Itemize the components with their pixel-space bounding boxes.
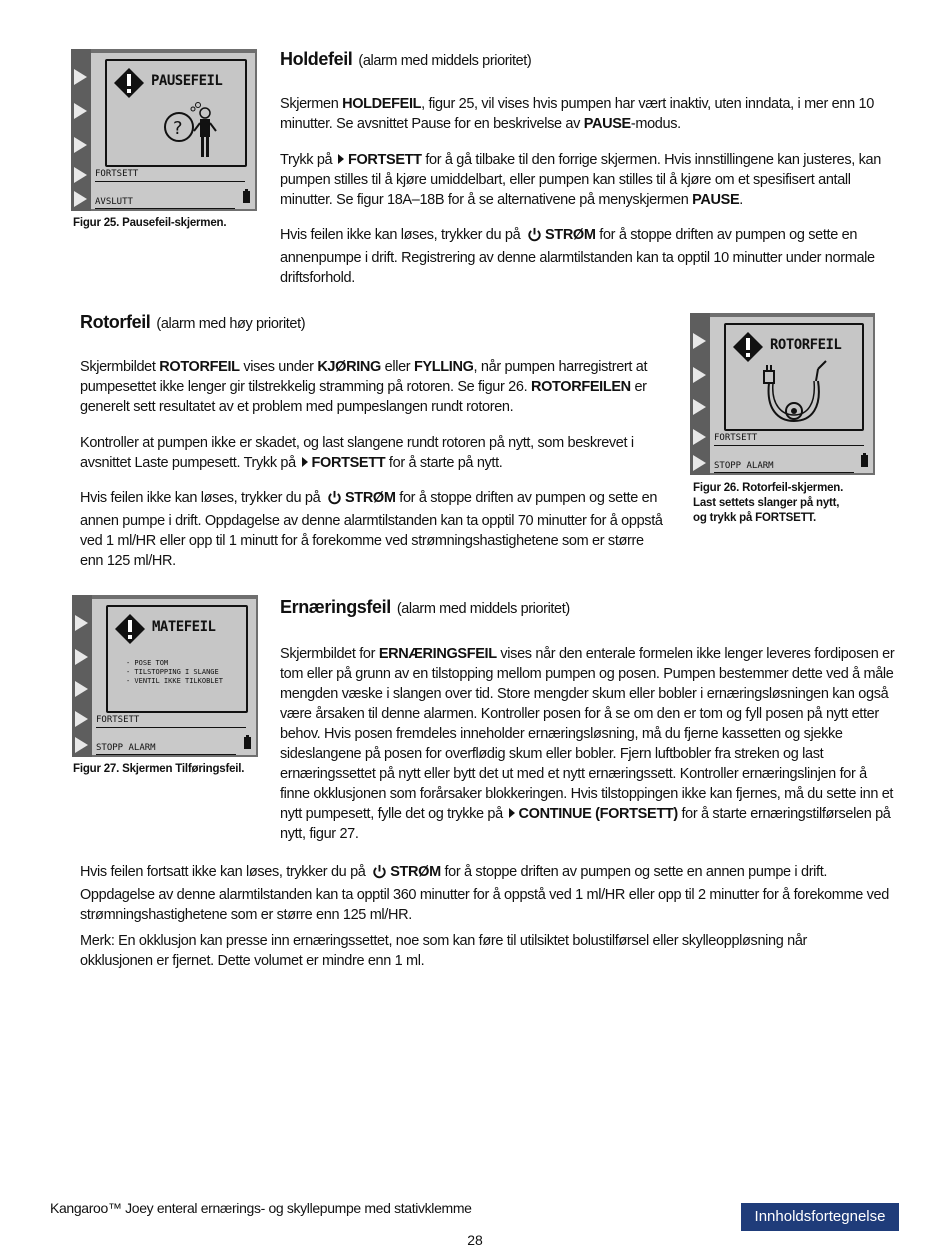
ernaeringsfeil-paragraph-2: Hvis feilen fortsatt ikke kan løses, trykker du på STRØM for å stoppe driften av pumpen og sette en annen pumpe i drift. Oppdagelse av denne alarmtilstanden kan ta opptil 360 minutter for å oppstå ved 1 ml/HR eller opp til 2 minutter for å forekomme ved strømningshastighetene som er større enn 125 ml/HR. <box>80 864 889 923</box>
softkey-label-continue: FORTSETT <box>96 715 140 725</box>
softkey-label-exit: AVSLUTT <box>95 197 133 207</box>
figure-27-matefeil-screen <box>72 595 258 757</box>
softkey-arrow-icon <box>74 103 87 119</box>
bold-term: ERNÆRINGSFEIL <box>378 646 497 662</box>
section-title-rotorfeil: Rotorfeil (alarm med høy prioritet) <box>80 312 306 332</box>
softkey-arrow-icon <box>693 333 706 349</box>
bold-term: FORTSETT <box>347 152 422 168</box>
bold-term: PAUSE <box>692 192 740 208</box>
play-arrow-icon <box>302 457 308 467</box>
softkey-arrow-icon <box>693 429 706 445</box>
svg-text:?: ? <box>173 118 183 139</box>
screen-title: ROTORFEIL <box>770 337 842 353</box>
softkey-arrow-icon <box>74 167 87 183</box>
bold-term: PAUSE <box>583 116 631 132</box>
bold-term: FORTSETT <box>311 455 386 471</box>
holdefeil-paragraph-2: Trykk på FORTSETT for å gå tilbake til den forrige skjermen. Hvis innstillingene kan justeres, kan pumpen stilles til å kjøre umiddelbart, eller pumpen kan stilles til å kjøre om et spesifisert antall minutter. Se figur 18A–18B for å se alternativene på menyskjermen PAUSE. <box>280 152 881 208</box>
softkey-arrow-icon <box>75 711 88 727</box>
fault-list-item: - TILSTOPPING I SLANGE <box>126 668 219 676</box>
section-title-ernaeringsfeil: Ernæringsfeil (alarm med middels prioritet) <box>280 597 570 617</box>
softkey-arrow-icon <box>75 615 88 631</box>
softkey-label-continue: FORTSETT <box>714 433 758 443</box>
fault-list-item: - VENTIL IKKE TILKOBLET <box>126 677 223 685</box>
holdefeil-paragraph-3: Hvis feilen ikke kan løses, trykker du på STRØM for å stoppe driften av pumpen og sette en annenpumpe i drift. Registrering av denne alarmtilstanden kan ta opptil 10 minutter under normale driftsforhold. <box>280 227 875 286</box>
softkey-label-stop-alarm: STOPP ALARM <box>714 461 774 471</box>
tubing-rotor-icon <box>756 359 836 427</box>
table-of-contents-button[interactable]: Innholdsfortegnelse <box>741 1203 899 1231</box>
battery-icon <box>243 191 250 203</box>
battery-icon <box>861 455 868 467</box>
softkey-label-continue: FORTSETT <box>95 169 139 179</box>
screen-title: PAUSEFEIL <box>151 73 223 89</box>
softkey-label-stop-alarm: STOPP ALARM <box>96 743 156 753</box>
bold-term: STRØM <box>344 490 396 506</box>
figure-26-rotorfeil-screen <box>690 313 875 475</box>
section-title-holdefeil: Holdefeil (alarm med middels prioritet) <box>280 49 532 69</box>
power-icon <box>372 864 387 885</box>
footer-product-name: Kangaroo™ Joey enteral ernærings- og skyllepumpe med stativklemme <box>50 1200 472 1216</box>
softkey-arrow-icon <box>74 69 87 85</box>
figure-25-pausefeil-screen <box>71 49 257 211</box>
ernaeringsfeil-paragraph-1: Skjermbildet for ERNÆRINGSFEIL vises når den enterale formelen ikke lenger leveres fordiposen er tom eller på grunn av en tilstopping mellom pumpen og posen. Pumpen bestemmer dette ved å måle mengden væske i slangen over tid. Store mengder skum eller bobler i ernæringsløsningen kan også være årsaken til denne alarmen. Kontroller posen for å se om den er tom og fyll posen på nytt etter behov. Hvis posen fremdeles inneholder ernæringsløsning, må du fjerne kassetten og sjekke sideslangene på posen for overflødig skum eller bobler. Fjern luftbobler fra streken og last ernæringssettet på nytt eller bytt det ut med et nytt ernæringssett. Kontroller ernæringslinjen for å finne okklusjonen som forårsaker blokkeringen. Hvis tilstoppingen ikke kan fjernes, må du sette inn et nytt pumpesett, fylle det og trykke på CONTINUE (FORTSETT) for å starte ernæringstilførselen på nytt, figur 27. <box>280 646 895 842</box>
figure-25-caption: Figur 25. Pausefeil-skjermen. <box>73 217 227 229</box>
bold-term: CONTINUE (FORTSETT) <box>518 806 678 822</box>
rotorfeil-paragraph-1: Skjermbildet ROTORFEIL vises under KJØRING eller FYLLING, når pumpen harregistrert at pumpesettet ikke lenger gir tilstrekkelig stramming på rotoren. Se figur 26. ROTORFEILEN er generelt sett resultatet av et problem med pumpeslangen rundt rotoren. <box>80 359 648 415</box>
bold-term: ROTORFEILEN <box>530 379 631 395</box>
softkey-arrow-icon <box>74 137 87 153</box>
fault-list-item: - POSE TOM <box>126 659 169 667</box>
rotorfeil-paragraph-3: Hvis feilen ikke kan løses, trykker du på STRØM for å stoppe driften av pumpen og sette en annen pumpe i drift. Oppdagelse av denne alarmtilstanden kan ta opptil 70 minutter for å oppstå ved 1 ml/HR eller opp til 1 minutt for å forekomme ved strømningshastighetene som er større enn 125 ml/HR. <box>80 490 663 569</box>
warning-diamond-icon <box>114 613 146 645</box>
softkey-arrow-icon <box>75 681 88 697</box>
softkey-arrow-icon <box>75 737 88 753</box>
bold-term: KJØRING <box>317 359 381 375</box>
bold-term: FYLLING <box>413 359 474 375</box>
rotorfeil-paragraph-2: Kontroller at pumpen ikke er skadet, og last slangene rundt rotoren på nytt, som beskrevet i avsnittet Laste pumpesett. Trykk på FORTSETT for å starte på nytt. <box>80 435 634 471</box>
softkey-arrow-icon <box>75 649 88 665</box>
bold-term: STRØM <box>544 227 596 243</box>
warning-diamond-icon <box>113 67 145 99</box>
confused-person-icon <box>157 99 227 161</box>
ernaeringsfeil-note: Merk: En okklusjon kan presse inn ernæringssettet, noe som kan føre til utilsiktet bolustilførsel eller skylleoppløsning når okklusjonen er fjernet. Dette volumet er mindre enn 1 ml. <box>80 933 808 969</box>
holdefeil-paragraph-1: Skjermen HOLDEFEIL, figur 25, vil vises hvis pumpen har vært inaktiv, uten inndata, i mer enn 10 minutter. Se avsnittet Pause for en beskrivelse av PAUSE-modus. <box>280 96 874 132</box>
bold-term: HOLDEFEIL <box>342 96 422 112</box>
softkey-arrow-icon <box>693 399 706 415</box>
battery-icon <box>244 737 251 749</box>
softkey-arrow-icon <box>693 367 706 383</box>
power-icon <box>327 490 342 511</box>
bold-term: ROTORFEIL <box>159 359 240 375</box>
bold-term: STRØM <box>390 864 441 880</box>
play-arrow-icon <box>509 808 515 818</box>
figure-26-caption: Figur 26. Rotorfeil-skjermen. Last settets slanger på nytt, og trykk på FORTSETT. <box>693 482 844 524</box>
figure-27-caption: Figur 27. Skjermen Tilføringsfeil. <box>73 763 245 775</box>
softkey-arrow-icon <box>74 191 87 207</box>
play-arrow-icon <box>338 154 344 164</box>
softkey-arrow-icon <box>693 455 706 471</box>
page-number: 28 <box>467 1232 483 1248</box>
power-icon <box>527 227 542 248</box>
screen-title: MATEFEIL <box>152 619 216 635</box>
